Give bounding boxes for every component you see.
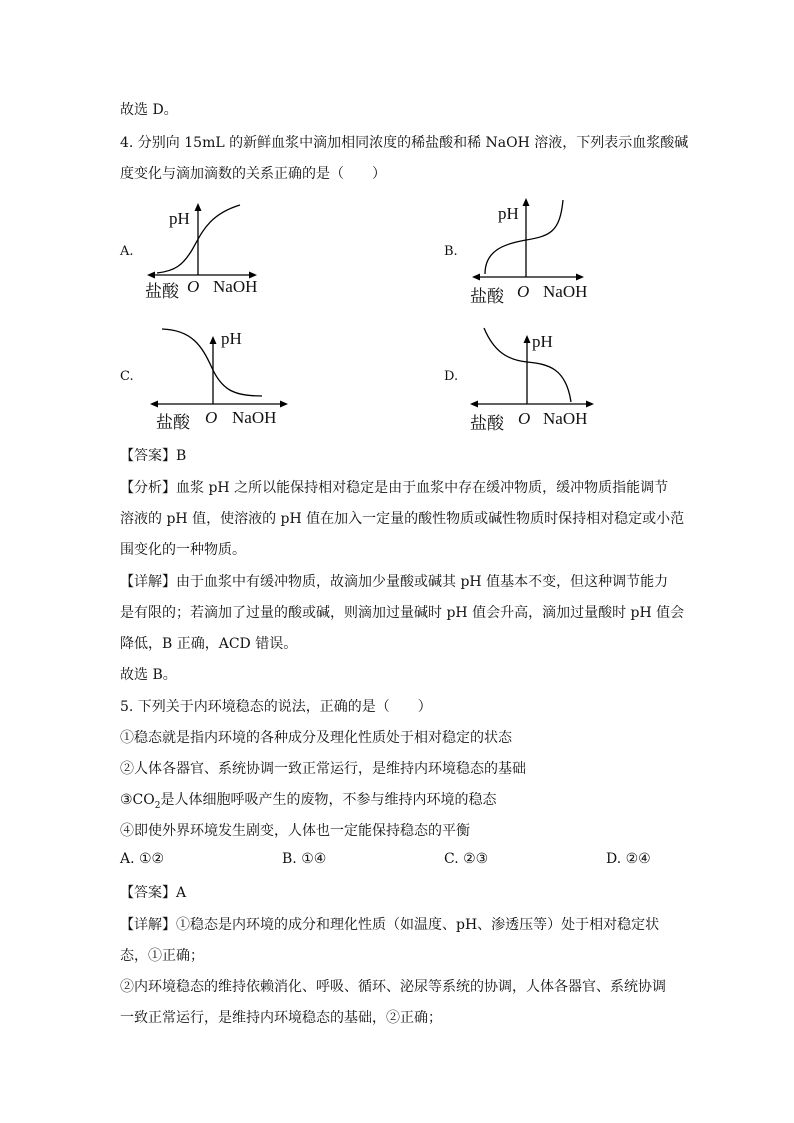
option-c-origin-label: O xyxy=(205,408,218,427)
q4-detail-line2: 是有限的；若滴加了过量的酸或碱，则滴加过量碱时 pH 值会升高，滴加过量酸时 pH 值会 xyxy=(120,605,685,621)
q5-s3-prefix: ③CO xyxy=(120,792,155,808)
option-a-acid-label: 盐酸 xyxy=(145,282,179,301)
q4-detail-line1: 【详解】由于血浆中有缓冲物质，故滴加少量酸或碱其 pH 值基本不变，但这种调节能力 xyxy=(120,574,669,590)
q4-conclusion: 故选 B。 xyxy=(120,667,177,683)
q4-analysis-line2: 溶液的 pH 值，使溶液的 pH 值在加入一定量的酸性物质或碱性物质时保持相对稳定或小范 xyxy=(120,511,685,527)
option-a-origin-label: O xyxy=(187,277,200,296)
option-a-label: A. xyxy=(120,244,134,259)
option-b-base-label: NaOH xyxy=(543,282,588,301)
option-c-base-label: NaOH xyxy=(232,408,277,427)
q5-choice-d: D. ②④ xyxy=(606,851,651,867)
option-d-base-label: NaOH xyxy=(543,409,588,428)
option-d-ph-label: pH xyxy=(532,332,553,351)
option-a-base-label: NaOH xyxy=(213,277,258,296)
option-a-graph xyxy=(145,195,325,305)
q4-detail-line3: 降低，B 正确，ACD 错误。 xyxy=(120,636,298,652)
option-d-label: D. xyxy=(444,369,459,384)
option-c-acid-label: 盐酸 xyxy=(156,413,190,432)
option-c-label: C. xyxy=(120,369,134,384)
q5-detail-line2: 态，①正确； xyxy=(120,948,204,964)
q4-analysis-line1: 【分析】血浆 pH 之所以能保持相对稳定是由于血浆中存在缓冲物质，缓冲物质指能调节 xyxy=(120,480,669,496)
option-d-acid-label: 盐酸 xyxy=(470,414,504,433)
option-d-origin-label: O xyxy=(518,409,531,428)
q4-stem-line1: 4. 分别向 15mL 的新鲜血浆中滴加相同浓度的稀盐酸和稀 NaOH 溶液，下列表示血浆酸碱 xyxy=(120,135,689,151)
option-b-graph xyxy=(468,196,648,306)
option-b-ph-label: pH xyxy=(498,204,519,223)
q4-answer: 【答案】B xyxy=(120,448,187,464)
q5-stem: 5. 下列关于内环境稳态的说法，正确的是（ ） xyxy=(120,699,432,715)
option-a-ph-label: pH xyxy=(169,209,190,228)
option-b-label: B. xyxy=(444,244,458,259)
q5-choice-c: C. ②③ xyxy=(444,851,489,867)
q5-detail-line3: ②内环境稳态的维持依赖消化、呼吸、循环、泌尿等系统的协调，人体各器官、系统协调 xyxy=(120,979,666,995)
q5-s3-subscript: 2 xyxy=(154,800,161,811)
option-d-graph xyxy=(468,324,648,434)
q5-statement-3 xyxy=(120,790,496,816)
q4-analysis-line3: 围变化的一种物质。 xyxy=(120,542,246,558)
q5-choice-b: B. ①④ xyxy=(282,851,327,867)
q5-choice-a: A. ①② xyxy=(120,851,165,867)
option-b-curve xyxy=(485,200,563,274)
option-b-acid-label: 盐酸 xyxy=(470,287,504,306)
q5-detail-line1: 【详解】①稳态是内环境的成分和理化性质（如温度、pH、渗透压等）处于相对稳定状 xyxy=(120,917,660,933)
q5-s3-rest: 是人体细胞呼吸产生的废物，不参与维持内环境的稳态 xyxy=(160,792,497,808)
prev-conclusion: 故选 D。 xyxy=(120,102,178,118)
q5-statement-4: ④即使外界环境发生剧变，人体也一定能保持稳态的平衡 xyxy=(120,823,470,839)
q5-statement-2: ②人体各器官、系统协调一致正常运行，是维持内环境稳态的基础 xyxy=(120,761,526,777)
option-c-ph-label: pH xyxy=(221,329,242,348)
option-b-origin-label: O xyxy=(517,282,530,301)
q5-statement-1: ①稳态就是指内环境的各种成分及理化性质处于相对稳定的状态 xyxy=(120,730,512,746)
q5-detail-line4: 一致正常运行，是维持内环境稳态的基础，②正确； xyxy=(120,1010,442,1026)
option-c-graph xyxy=(150,324,330,434)
q4-stem-line2: 度变化与滴加滴数的关系正确的是（ ） xyxy=(120,166,386,182)
q5-answer: 【答案】A xyxy=(120,885,187,901)
